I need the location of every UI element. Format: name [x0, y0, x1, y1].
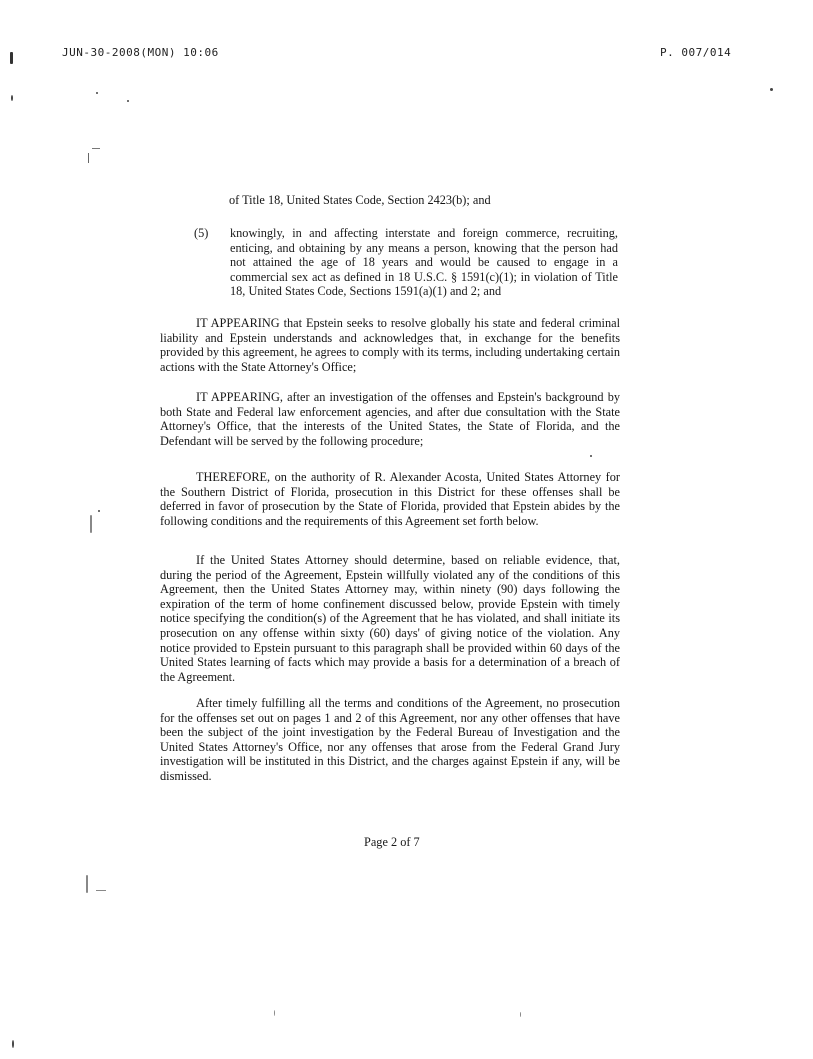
paragraph-violation-notice: If the United States Attorney should determine, based on reliable evidence, that, during the period of the Agreement, Epstein willfully violated any of the conditions of this Agreement, then the United States Attorney may, within ninety (90) days following the expiration of the term of home confinement discussed below, provide Epstein with timely notice specifying the condition(s) of the Agreement that he has violated, and shall initiate its prosecution on any offense within sixty (60) days' of giving notice of the violation. Any notice provided to Epstein pursuant to this paragraph shall be provided within 60 days of the United States learning of facts which may provide a basis for a determination of a breach of the Agreement.	[160, 553, 620, 684]
scan-speck	[92, 148, 100, 149]
scan-speck	[90, 515, 92, 533]
item-5-text: knowingly, in and affecting interstate and foreign commerce, recruiting, enticing, and obtaining by any means a person, knowing that the person had not attained the age of 18 years and would be caused to engage in a commercial sex act as defined in 18 U.S.C. § 1591(c)(1); in violation of Title 18, United States Code, Sections 1591(a)(1) and 2; and	[230, 226, 618, 299]
scan-speck	[96, 890, 106, 891]
fax-header-right: P. 007/014	[660, 46, 732, 59]
scan-speck	[86, 875, 88, 893]
scan-speck	[12, 1040, 14, 1048]
scan-speck	[590, 455, 592, 457]
title-continuation-line: of Title 18, United States Code, Section 2423(b); and	[229, 193, 491, 207]
scan-speck	[770, 88, 773, 91]
paragraph-it-appearing-2: IT APPEARING, after an investigation of the offenses and Epstein's background by both State and Federal law enforcement agencies, and after due consultation with the State Attorney's Office, that the interests of the United States, the State of Florida, and the Defendant will be served by the following procedure;	[160, 390, 620, 448]
paragraph-it-appearing-1: IT APPEARING that Epstein seeks to resolve globally his state and federal criminal liability and Epstein understands and acknowledges that, in exchange for the benefits provided by this agreement, he agrees to comply with its terms, including undertaking certain actions with the State Attorney's Office;	[160, 316, 620, 374]
scan-speck	[96, 92, 98, 94]
scan-speck	[98, 510, 100, 512]
fax-header-left: JUN-30-2008(MON) 10:06	[62, 46, 219, 59]
page-number: Page 2 of 7	[364, 835, 420, 849]
scan-speck	[11, 95, 13, 101]
paragraph-non-prosecution: After timely fulfilling all the terms and conditions of the Agreement, no prosecution for the offenses set out on pages 1 and 2 of this Agreement, nor any other offenses that have been the subject of the joint investigation by the Federal Bureau of Investigation and the United States Attorney's Office, nor any offenses that arose from the Federal Grand Jury investigation will be instituted in this District, and the charges against Epstein if any, will be dismissed.	[160, 696, 620, 783]
scan-speck	[127, 100, 129, 102]
scan-speck	[10, 52, 13, 64]
scan-speck	[274, 1010, 275, 1016]
scan-speck	[88, 153, 89, 163]
item-5-number: (5)	[194, 226, 209, 240]
scan-speck	[520, 1012, 521, 1017]
paragraph-therefore: THEREFORE, on the authority of R. Alexander Acosta, United States Attorney for the Southern District of Florida, prosecution in this District for these offenses shall be deferred in favor of prosecution by the State of Florida, provided that Epstein abides by the following conditions and the requirements of this Agreement set forth below.	[160, 470, 620, 528]
